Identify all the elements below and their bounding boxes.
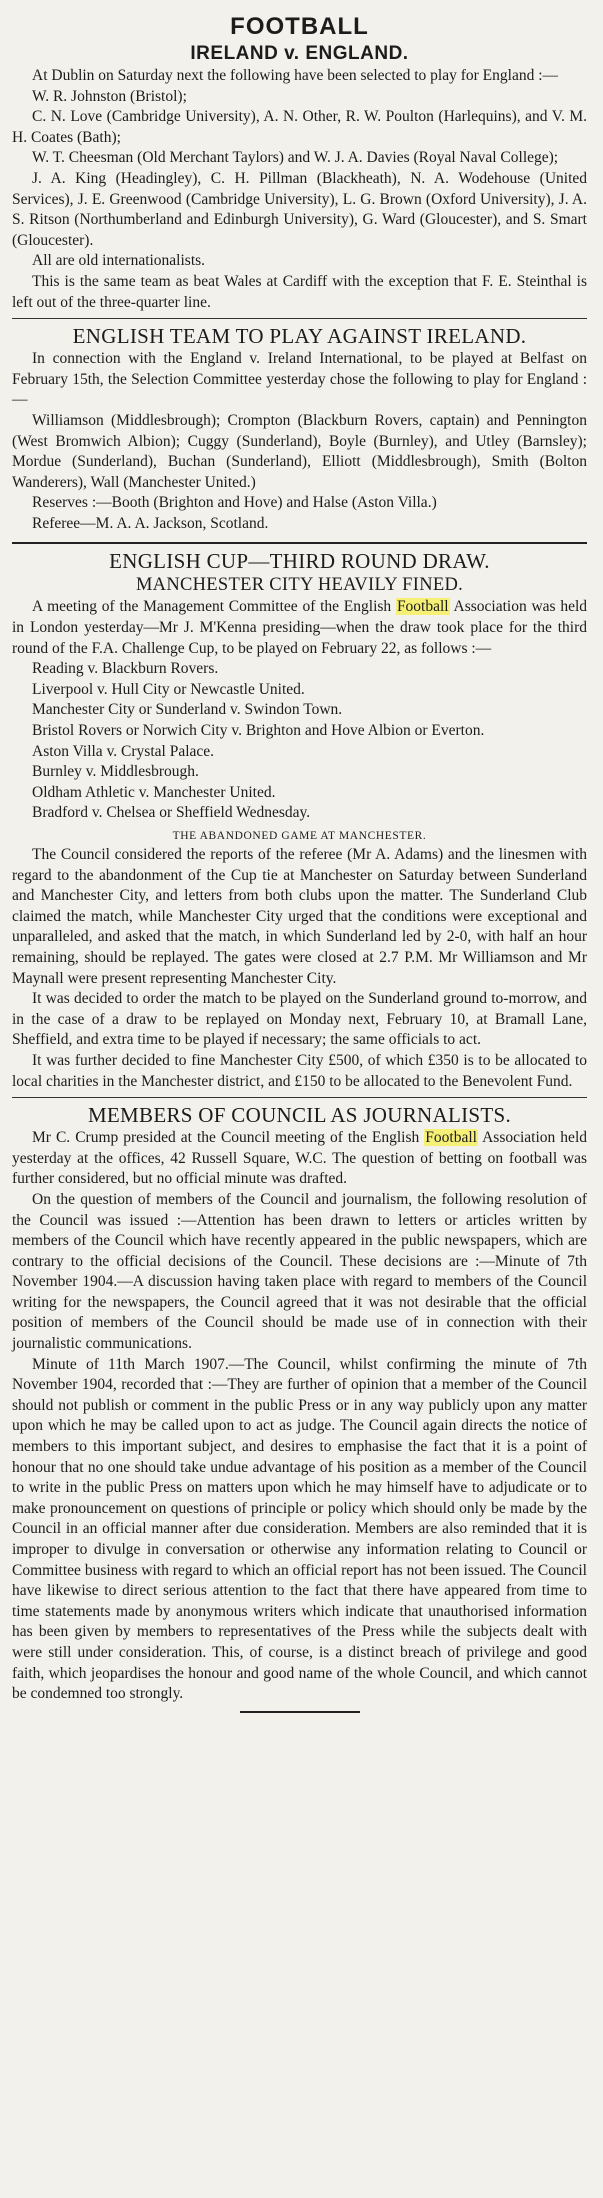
headline-council-journalists: MEMBERS OF COUNCIL AS JOURNALISTS. bbox=[87, 1103, 512, 1128]
reserves-line: Reserves :—Booth (Brighton and Hove) and Halse (Aston Villa.) bbox=[32, 494, 437, 512]
column-divider bbox=[12, 1097, 587, 1098]
draw-tie: Bradford v. Chelsea or Sheffield Wednesday. bbox=[32, 804, 311, 822]
highlighted-term: Football bbox=[396, 598, 449, 616]
article-intro: A meeting of the Management Committee of the English Football Association was held in London yesterday—Mr J. M'Kenna presiding—when the draw took place for the third round of the F.A. Challenge Cup, to be played on February 22, as follows :— bbox=[12, 598, 588, 657]
headline-english-team: ENGLISH TEAM TO PLAY AGAINST IRELAND. bbox=[72, 324, 527, 349]
article-paragraph: The Council considered the reports of the referee (Mr A. Adams) and the linesmen with regard to the abandonment of the Cup tie at Manchester on Saturday between Sunderland and Manchester City, and letters from both clubs upon the matter. The Sunderland Club claimed the match, while Manchester City urged that the conditions were exceptional and unparalleled, and asked that the match, in which Sunderland led by 2-0, with half an hour remaining, should be replayed. The gates were closed at 2.7 P.M. Mr Williamson and Mr Maynall were present representing Manchester City. bbox=[12, 846, 587, 987]
article-ireland-england bbox=[12, 42, 587, 313]
end-rule bbox=[240, 1711, 360, 1713]
subheadline-city-fined: MANCHESTER CITY HEAVILY FINED. bbox=[135, 575, 464, 596]
draw-tie: Bristol Rovers or Norwich City v. Brighton and Hove Albion or Everton. bbox=[32, 722, 485, 740]
highlighted-term: Football bbox=[425, 1129, 477, 1147]
article-paragraph: Mr C. Crump presided at the Council meeting of the English Football Association held yesterday at the offices, 42 Russell Square, W.C. The question of betting on football was further considered, but no official minute was drafted. bbox=[12, 1129, 587, 1188]
article-cup-draw bbox=[12, 549, 587, 824]
team-list: Williamson (Middlesbrough); Crompton (Blackburn Rovers, captain) and Pennington (West Bromwich Albion); Cuggy (Sunderland), Boyle (Burnley), and Utley (Barnsley); Mordue (Sunderland), Buchan (Sunderland), Elliott (Middlesbrough), Smith (Bolton Wanderers), Wall (Manchester United.) bbox=[12, 411, 587, 491]
draw-tie: Burnley v. Middlesbrough. bbox=[32, 763, 199, 781]
article-abandoned-game bbox=[12, 827, 587, 1092]
headline-abandoned-game: THE ABANDONED GAME AT MANCHESTER. bbox=[172, 830, 427, 842]
column-divider bbox=[12, 318, 587, 319]
article-paragraph: It was decided to order the match to be played on the Sunderland ground to-morrow, and in the case of a draw to be replayed on Monday next, February 10, at Bramall Lane, Sheffield, and extra time to be played if necessary; the same officials to act. bbox=[12, 990, 587, 1049]
draw-tie: Oldham Athletic v. Manchester United. bbox=[32, 783, 276, 801]
draw-tie: Liverpool v. Hull City or Newcastle United. bbox=[32, 680, 305, 698]
draw-tie: Manchester City or Sunderland v. Swindon Town. bbox=[32, 701, 343, 719]
article-note: All are old internationalists. bbox=[32, 252, 206, 270]
headline-cup-draw: ENGLISH CUP—THIRD ROUND DRAW. bbox=[109, 549, 490, 574]
article-intro: In connection with the England v. Ireland International, to be played at Belfast on February 15th, the Selection Committee yesterday chose the following to play for England :— bbox=[12, 350, 587, 409]
referee-line: Referee—M. A. A. Jackson, Scotland. bbox=[32, 514, 269, 532]
article-intro: At Dublin on Saturday next the following have been selected to play for England :— bbox=[32, 67, 559, 84]
column-divider bbox=[12, 542, 587, 544]
player-line: C. N. Love (Cambridge University), A. N. Other, R. W. Poulton (Harlequins), and V. M. H. Coates (Bath); bbox=[12, 108, 587, 146]
article-paragraph: Minute of 11th March 1907.—The Council, whilst confirming the minute of 7th November 1904, recorded that :—They are further of opinion that a member of the Council should not publish or comment in the public Press or in any way publicly upon any matter upon which he may be called upon to act as judge. The Council again directs the notice of members to this important subject, and desires to emphasise the fact that it is a point of honour that no one should take undue advantage of his position as a member of the Council to write in the public Press on matters upon which he may himself have to adjudicate or to make pronouncement on questions of principle or policy which should only be made by the Council in an official manner after due consideration. Members are also reminded that it is improper to divulge in conversation or otherwise any information relating to Council or Committee business with regard to which an official report has not been issued. The Council have likewise to direct serious attention to the fact that there have appeared from time to time statements made by anonymous writers which indicate that unauthorised information has been given by members to representatives of the Press while the subjects dealt with were still under consideration. This, of course, is a distinct breach of privilege and good faith, which jeopardises the honour and good name of the whole Council, and which cannot be condemned too strongly. bbox=[12, 1355, 587, 1703]
section-masthead: FOOTBALL bbox=[230, 13, 369, 40]
player-line: W. T. Cheesman (Old Merchant Taylors) and W. J. A. Davies (Royal Naval College); bbox=[32, 149, 559, 167]
player-line: W. R. Johnston (Bristol); bbox=[32, 87, 187, 105]
article-paragraph: On the question of members of the Council and journalism, the following resolution of the Council was issued :—Attention has been drawn to letters or articles written by members of the Council which have recently appeared in the public newspapers, which are contrary to the official decisions of the Council. These decisions are :—Minute of 7th November 1904.—A discussion having taken place with regard to members of the Council writing for the newspapers, the Council agreed that it was not desirable that the official position of members of the Council should be made use of in connection with their journalistic communications. bbox=[12, 1190, 587, 1353]
article-council-journalists bbox=[12, 1103, 587, 1705]
player-line: J. A. King (Headingley), C. H. Pillman (Blackheath), N. A. Wodehouse (United Services), J. E. Greenwood (Cambridge University), L. G. Brown (Oxford University), J. A. S. Ritson (Northumberland and Edinburgh University), G. Ward (Gloucester), and S. Smart (Gloucester). bbox=[12, 169, 587, 249]
headline-ireland-england: IRELAND v. ENGLAND. bbox=[190, 43, 409, 64]
article-english-team bbox=[12, 324, 587, 534]
article-paragraph: It was further decided to fine Manchester City £500, of which £350 is to be allocated to local charities in the Manchester district, and £150 to be allocated to the Benevolent Fund. bbox=[12, 1051, 587, 1090]
draw-tie: Aston Villa v. Crystal Palace. bbox=[32, 742, 215, 760]
article-note: This is the same team as beat Wales at Cardiff with the exception that F. E. Steinthal is left out of the three-quarter line. bbox=[12, 272, 587, 311]
draw-tie: Reading v. Blackburn Rovers. bbox=[32, 660, 219, 678]
